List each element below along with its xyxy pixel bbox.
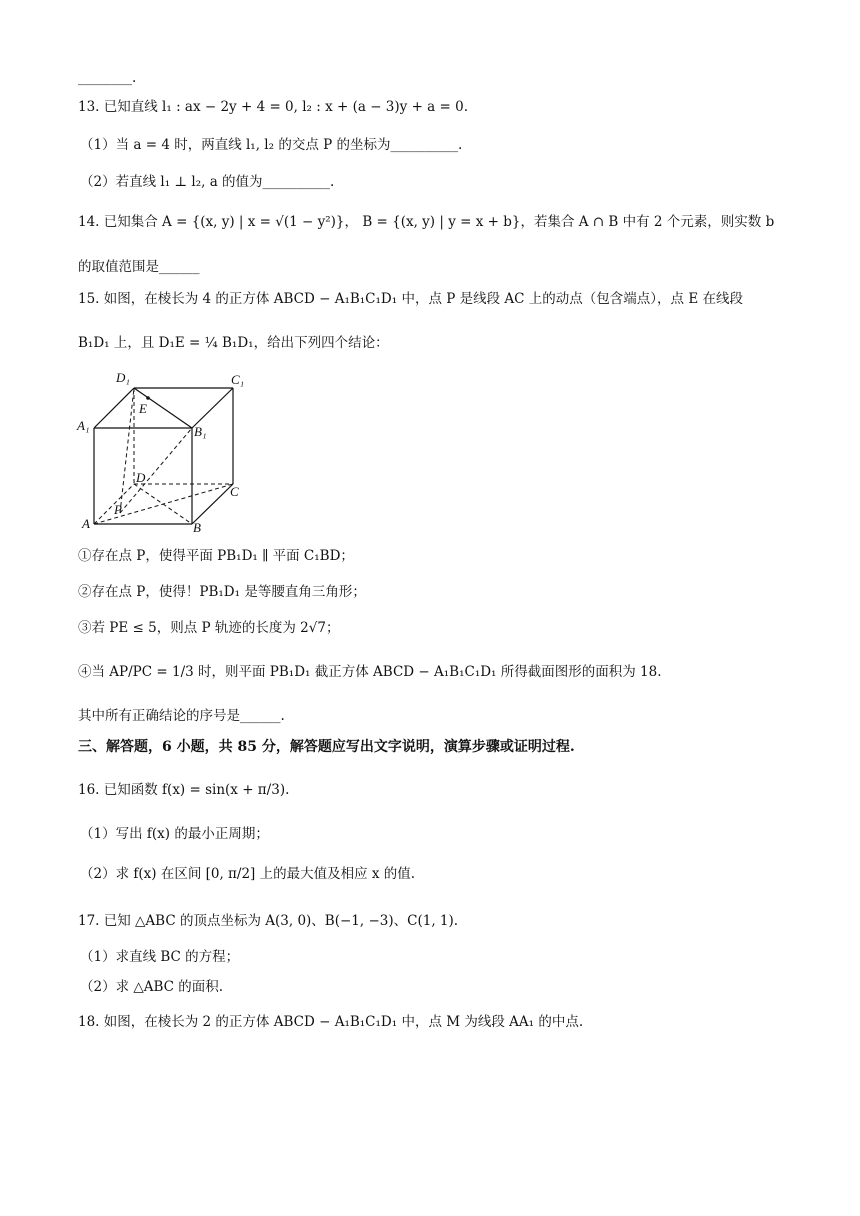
problem-17: 17. 已知 △ABC 的顶点坐标为 A(3, 0)、B(−1, −3)、C(1, 1). <box>78 913 459 929</box>
problem-15-question: 其中所有正确结论的序号是______. <box>78 708 285 724</box>
problem-15-continued: B₁D₁ 上，且 D₁E = ¼ B₁D₁，给出下列四个结论： <box>78 335 389 351</box>
label-C1: C₁ <box>231 372 245 387</box>
problem-15: 15. 如图，在棱长为 4 的正方体 ABCD − A₁B₁C₁D₁ 中，点 P 是线段 AC 上的动点（包含端点），点 E 在线段 <box>78 291 743 307</box>
conclusion-1: ①存在点 P，使得平面 PB₁D₁ ∥ 平面 C₁BD； <box>78 548 354 564</box>
problem-17-part-1: （1）求直线 BC 的方程； <box>80 949 240 965</box>
conclusion-2: ②存在点 P，使得！PB₁D₁ 是等腰直角三角形； <box>78 584 366 600</box>
label-D: D <box>136 470 146 485</box>
label-B: B <box>193 520 201 534</box>
text-line: ________. <box>78 70 137 86</box>
problem-13-part-2: （2）若直线 l₁ ⊥ l₂, a 的值为__________. <box>80 174 335 190</box>
label-A1: A₁ <box>77 418 90 433</box>
label-D1: D₁ <box>116 370 130 385</box>
problem-13-part-1: （1）当 a = 4 时，两直线 l₁, l₂ 的交点 P 的坐标为__________. <box>80 137 463 153</box>
label-E: E <box>139 401 147 416</box>
label-A: A <box>82 516 90 531</box>
problem-14-continued: 的取值范围是______ <box>78 259 200 275</box>
problem-17-part-2: （2）求 △ABC 的面积. <box>80 979 224 995</box>
label-C: C <box>230 484 239 499</box>
conclusion-4: ④当 AP/PC = 1/3 时，则平面 PB₁D₁ 截正方体 ABCD − A₁B₁C₁D₁ 所得截面图形的面积为 18. <box>78 664 662 680</box>
label-P: P <box>114 502 122 517</box>
problem-16-part-1: （1）写出 f(x) 的最小正周期； <box>80 826 269 842</box>
conclusion-3: ③若 PE ≤ 5，则点 P 轨迹的长度为 2√7； <box>78 620 340 636</box>
cube-figure <box>76 368 256 534</box>
problem-14: 14. 已知集合 A = {(x, y) | x = √(1 − y²)}， B = {(x, y) | y = x + b}，若集合 A ∩ B 中有 2 个元素，则实数 b <box>78 214 775 230</box>
problem-16: 16. 已知函数 f(x) = sin(x + π/3). <box>78 782 290 798</box>
section-heading: 三、解答题，6 小题，共 85 分，解答题应写出文字说明，演算步骤或证明过程. <box>78 739 575 755</box>
problem-16-part-2: （2）求 f(x) 在区间 [0, π/2] 上的最大值及相应 x 的值. <box>80 866 416 882</box>
label-B1: B₁ <box>194 424 207 439</box>
problem-18: 18. 如图，在棱长为 2 的正方体 ABCD − A₁B₁C₁D₁ 中，点 M 为线段 AA₁ 的中点. <box>78 1014 584 1030</box>
problem-13: 13. 已知直线 l₁ : ax − 2y + 4 = 0, l₂ : x + (a − 3)y + a = 0. <box>78 99 469 115</box>
